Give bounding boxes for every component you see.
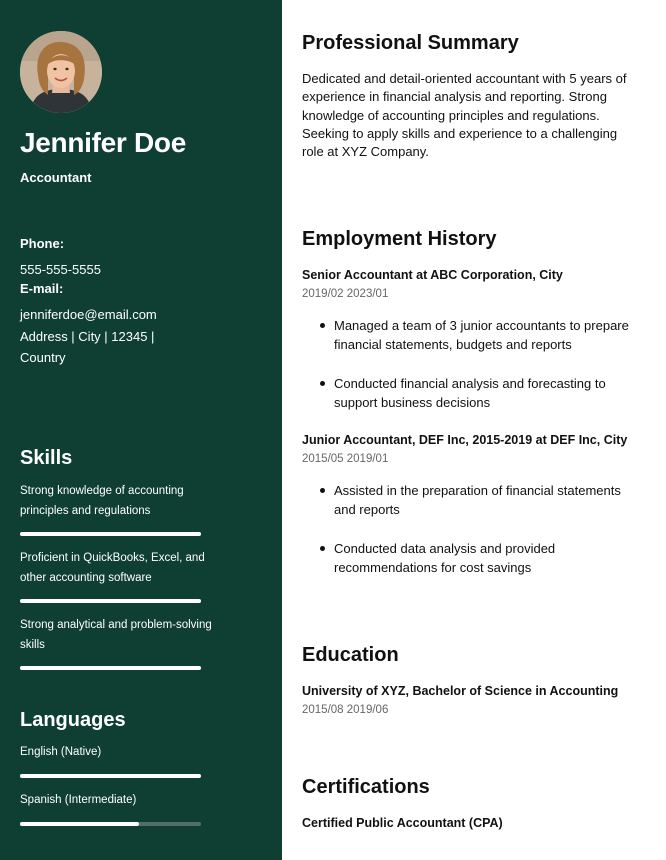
- candidate-title: Accountant: [20, 170, 92, 185]
- job-1-bullet-2: Conducted financial analysis and forecasting to support business decisions: [334, 374, 639, 412]
- candidate-name: Jennifer Doe: [20, 127, 186, 158]
- education-dates: 2015/08 2019/06: [302, 704, 389, 716]
- skill-item-3: Strong analytical and problem-solving skills: [20, 619, 212, 651]
- main-content: [282, 0, 666, 860]
- job-1-bullet-1: Managed a team of 3 junior accountants to prepare financial statements, budgets and reports: [334, 316, 639, 354]
- summary-text: Dedicated and detail-oriented accountant with 5 years of experience in financial analysis and reporting. Strong knowledge of accounting principles and regulations. Seeking to apply skills and experience to a challenging role at XYZ Company.: [302, 71, 627, 160]
- certification-item: Certified Public Accountant (CPA): [302, 816, 503, 830]
- address-value: Address | City | 12345 | Country: [20, 329, 155, 365]
- phone-label: Phone:: [20, 236, 65, 251]
- skill-item-1: Strong knowledge of accounting principles and regulations: [20, 485, 184, 517]
- job-title-2: Junior Accountant, DEF Inc, 2015-2019 at DEF Inc, City: [302, 433, 628, 447]
- language-item-1: English (Native): [20, 746, 102, 758]
- summary-heading: Professional Summary: [302, 32, 519, 54]
- sidebar: [0, 0, 282, 860]
- phone-value: 555-555-5555: [20, 262, 101, 277]
- avatar: [20, 31, 102, 113]
- employment-heading: Employment History: [302, 228, 497, 250]
- skills-heading: Skills: [20, 447, 73, 469]
- job-dates-2: 2015/05 2019/01: [302, 453, 389, 465]
- languages-heading: Languages: [20, 709, 126, 731]
- certifications-heading: Certifications: [302, 776, 430, 798]
- job-2-bullet-1: Assisted in the preparation of financial statements and reports: [334, 481, 639, 519]
- language-bar-2: [20, 822, 201, 826]
- job-2-bullet-2: Conducted data analysis and provided recommendations for cost savings: [334, 539, 639, 577]
- language-bar-1: [20, 774, 201, 778]
- job-dates-1: 2019/02 2023/01: [302, 288, 389, 300]
- skill-bar-2: [20, 599, 201, 603]
- skill-item-2: Proficient in QuickBooks, Excel, and other accounting software: [20, 552, 205, 584]
- skill-bar-1: [20, 532, 201, 536]
- skill-bar-3: [20, 666, 201, 670]
- education-degree: University of XYZ, Bachelor of Science in Accounting: [302, 684, 619, 698]
- profile-photo: [20, 31, 102, 113]
- email-label: E-mail:: [20, 281, 64, 296]
- language-item-2: Spanish (Intermediate): [20, 794, 137, 806]
- job-title-1: Senior Accountant at ABC Corporation, City: [302, 268, 563, 282]
- email-value: jenniferdoe@email.com: [20, 307, 157, 322]
- education-heading: Education: [302, 644, 399, 666]
